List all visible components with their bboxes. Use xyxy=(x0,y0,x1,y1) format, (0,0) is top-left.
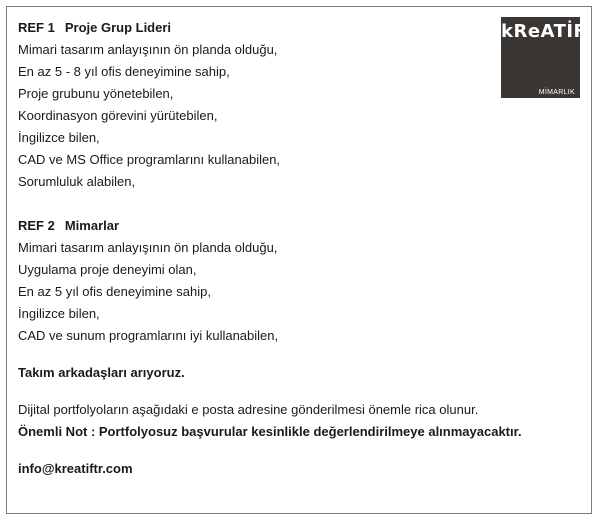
ref1-item: Koordinasyon görevini yürütebilen, xyxy=(18,108,218,123)
ref2-item: En az 5 yıl ofis deneyimine sahip, xyxy=(18,284,211,299)
contact-email[interactable]: info@kreatiftr.com xyxy=(18,461,133,476)
ref2-title: Mimarlar xyxy=(64,218,120,233)
ref1-heading xyxy=(18,17,488,39)
ref1-item: İngilizce bilen, xyxy=(18,130,100,145)
portfolio-instruction: Dijital portfolyoların aşağıdaki e posta adresine gönderilmesi önemle rica olunur. xyxy=(18,402,479,417)
logo-subtitle: MİMARLIK xyxy=(538,89,575,96)
ref1-item: En az 5 - 8 yıl ofis deneyimine sahip, xyxy=(18,64,230,79)
ref2-item: Uygulama proje deneyimi olan, xyxy=(18,262,197,277)
important-note: Önemli Not : Portfolyosuz başvurular kesinlikle değerlendirilmeye alınmayacaktır. xyxy=(18,424,522,439)
ref2-code: REF 2 xyxy=(18,218,55,233)
kreatif-logo xyxy=(501,17,587,98)
ref1-item: Mimari tasarım anlayışının ön planda olduğu, xyxy=(18,42,278,57)
ref1-item: Proje grubunu yönetebilen, xyxy=(18,86,174,101)
ref1-code: REF 1 xyxy=(18,20,55,35)
ref2-item: Mimari tasarım anlayışının ön planda olduğu, xyxy=(18,240,278,255)
ref2-item: İngilizce bilen, xyxy=(18,306,100,321)
team-statement: Takım arkadaşları arıyoruz. xyxy=(18,365,185,380)
ref2-heading xyxy=(18,215,488,237)
logo-wordmark: kReATİF xyxy=(501,21,587,42)
job-ad-content xyxy=(18,17,522,480)
ref1-title: Proje Grup Lideri xyxy=(64,20,172,35)
ref1-item: Sorumluluk alabilen, xyxy=(18,174,136,189)
ref1-item: CAD ve MS Office programlarını kullanabilen, xyxy=(18,152,281,167)
ref2-item: CAD ve sunum programlarını iyi kullanabilen, xyxy=(18,328,279,343)
